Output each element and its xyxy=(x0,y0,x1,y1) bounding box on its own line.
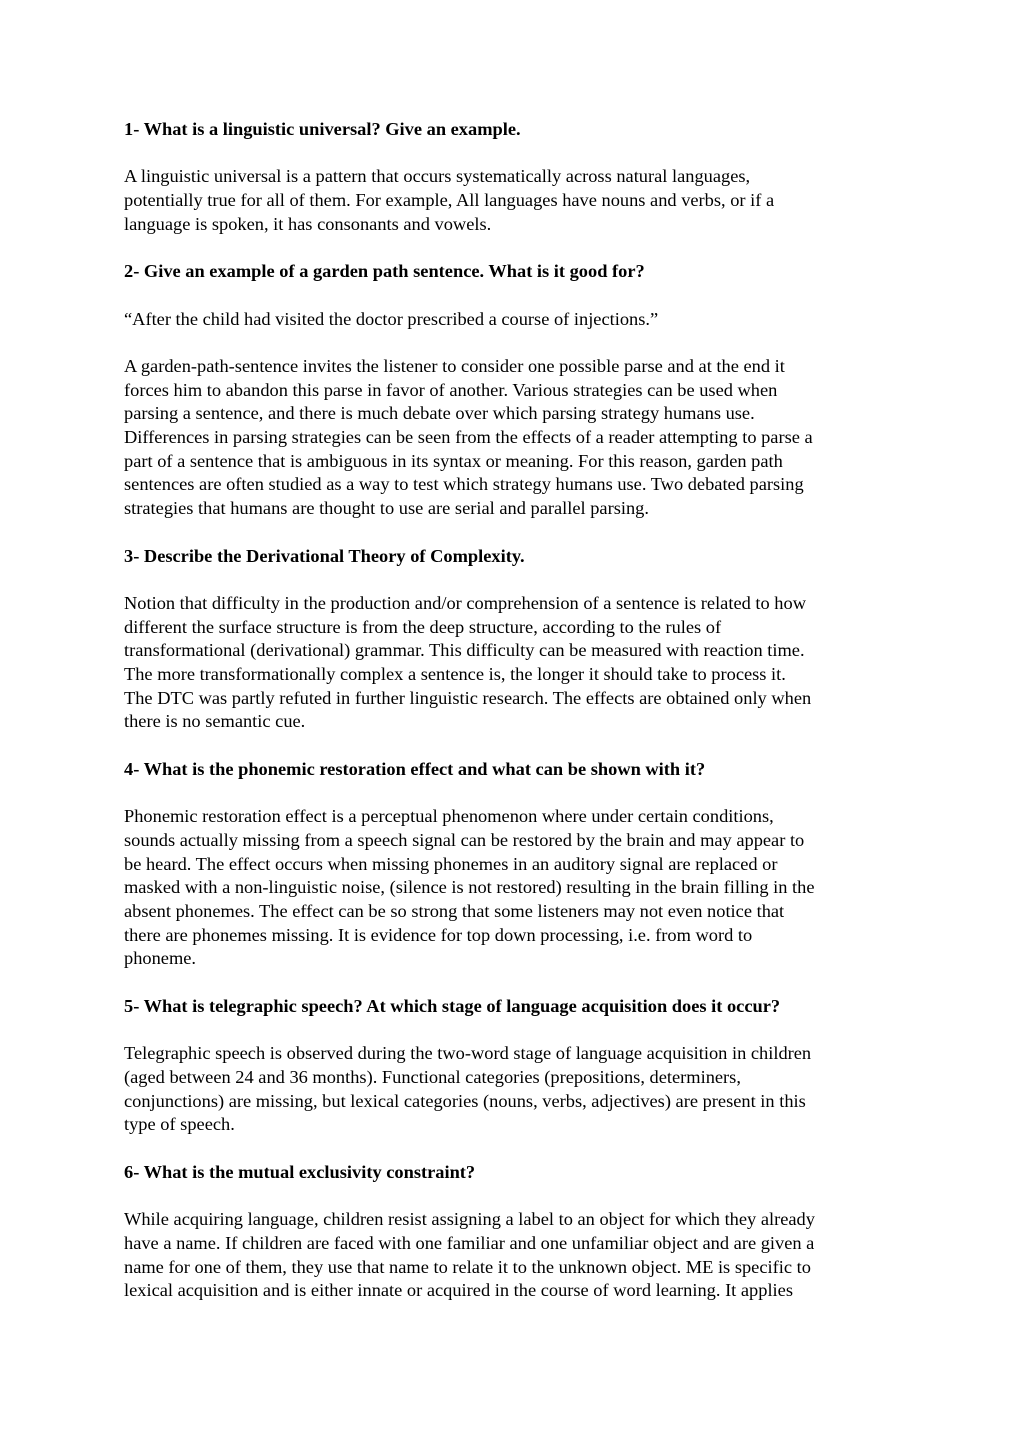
text-line: there are phonemes missing. It is evidence for top down processing, i.e. from word to xyxy=(124,924,753,945)
document-page xyxy=(124,118,900,1327)
text-line: Telegraphic speech is observed during the two-word stage of language acquisition in children xyxy=(124,1043,812,1064)
question-5-heading: 5- What is telegraphic speech? At which stage of language acquisition does it occur? xyxy=(124,995,781,1016)
text-line: strategies that humans are thought to use are serial and parallel parsing. xyxy=(124,498,649,519)
question-2-heading: 2- Give an example of a garden path sentence. What is it good for? xyxy=(124,261,645,282)
question-6-heading: 6- What is the mutual exclusivity constraint? xyxy=(124,1161,476,1182)
text-line: masked with a non-linguistic noise, (silence is not restored) resulting in the brain filling in the xyxy=(124,877,815,898)
question-1-heading: 1- What is a linguistic universal? Give an example. xyxy=(124,119,521,139)
answer-2-paragraph xyxy=(124,355,900,521)
text-line: absent phonemes. The effect can be so strong that some listeners may not even notice that xyxy=(124,901,785,922)
text-line: Differences in parsing strategies can be seen from the effects of a reader attempting to parse a xyxy=(124,427,813,448)
text-line: forces him to abandon this parse in favor of another. Various strategies can be used when xyxy=(124,379,778,400)
text-line: type of speech. xyxy=(124,1114,235,1135)
text-line: Phonemic restoration effect is a perceptual phenomenon where under certain conditions, xyxy=(124,806,774,827)
question-4-heading: 4- What is the phonemic restoration effect and what can be shown with it? xyxy=(124,758,706,779)
text-line: transformational (derivational) grammar. This difficulty can be measured with reaction time. xyxy=(124,640,805,661)
text-line: parsing a sentence, and there is much debate over which parsing strategy humans use. xyxy=(124,403,755,424)
text-line: lexical acquisition and is either innate or acquired in the course of word learning. It applies xyxy=(124,1280,793,1301)
text-line: language is spoken, it has consonants and vowels. xyxy=(124,213,492,234)
text-line: potentially true for all of them. For example, All languages have nouns and verbs, or if a xyxy=(124,190,775,211)
text-line: The DTC was partly refuted in further linguistic research. The effects are obtained only when xyxy=(124,687,812,708)
text-line: Notion that difficulty in the production and/or comprehension of a sentence is related to how xyxy=(124,592,806,613)
text-line: part of a sentence that is ambiguous in its syntax or meaning. For this reason, garden path xyxy=(124,450,783,471)
text-line: conjunctions) are missing, but lexical categories (nouns, verbs, adjectives) are present in this xyxy=(124,1090,806,1111)
answer-1-paragraph xyxy=(124,165,900,236)
text-line: sounds actually missing from a speech signal can be restored by the brain and may appear to xyxy=(124,829,805,850)
text-line: While acquiring language, children resist assigning a label to an object for which they already xyxy=(124,1209,815,1230)
text-line: A linguistic universal is a pattern that occurs systematically across natural languages, xyxy=(124,166,751,187)
text-line: The more transformationally complex a sentence is, the longer it should take to process it. xyxy=(124,664,786,685)
answer-6-paragraph xyxy=(124,1208,900,1303)
answer-4-paragraph xyxy=(124,805,900,971)
text-line: be heard. The effect occurs when missing phonemes in an auditory signal are replaced or xyxy=(124,853,778,874)
text-line: different the surface structure is from the deep structure, according to the rules of xyxy=(124,616,722,637)
text-line: “After the child had visited the doctor prescribed a course of injections.” xyxy=(124,308,659,329)
answer-2-example-sentence xyxy=(124,308,900,332)
text-line: A garden-path-sentence invites the listener to consider one possible parse and at the end it xyxy=(124,355,785,376)
answer-3-paragraph xyxy=(124,592,900,734)
text-line: name for one of them, they use that name to relate it to the unknown object. ME is specific to xyxy=(124,1256,811,1277)
text-line: have a name. If children are faced with one familiar and one unfamiliar object and are given a xyxy=(124,1232,815,1253)
text-line: there is no semantic cue. xyxy=(124,711,306,732)
text-line: sentences are often studied as a way to test which strategy humans use. Two debated parsing xyxy=(124,474,804,495)
answer-5-paragraph xyxy=(124,1042,900,1137)
text-line: phoneme. xyxy=(124,948,197,969)
text-line: (aged between 24 and 36 months). Functional categories (prepositions, determiners, xyxy=(124,1066,741,1087)
question-3-heading: 3- Describe the Derivational Theory of Complexity. xyxy=(124,545,525,566)
